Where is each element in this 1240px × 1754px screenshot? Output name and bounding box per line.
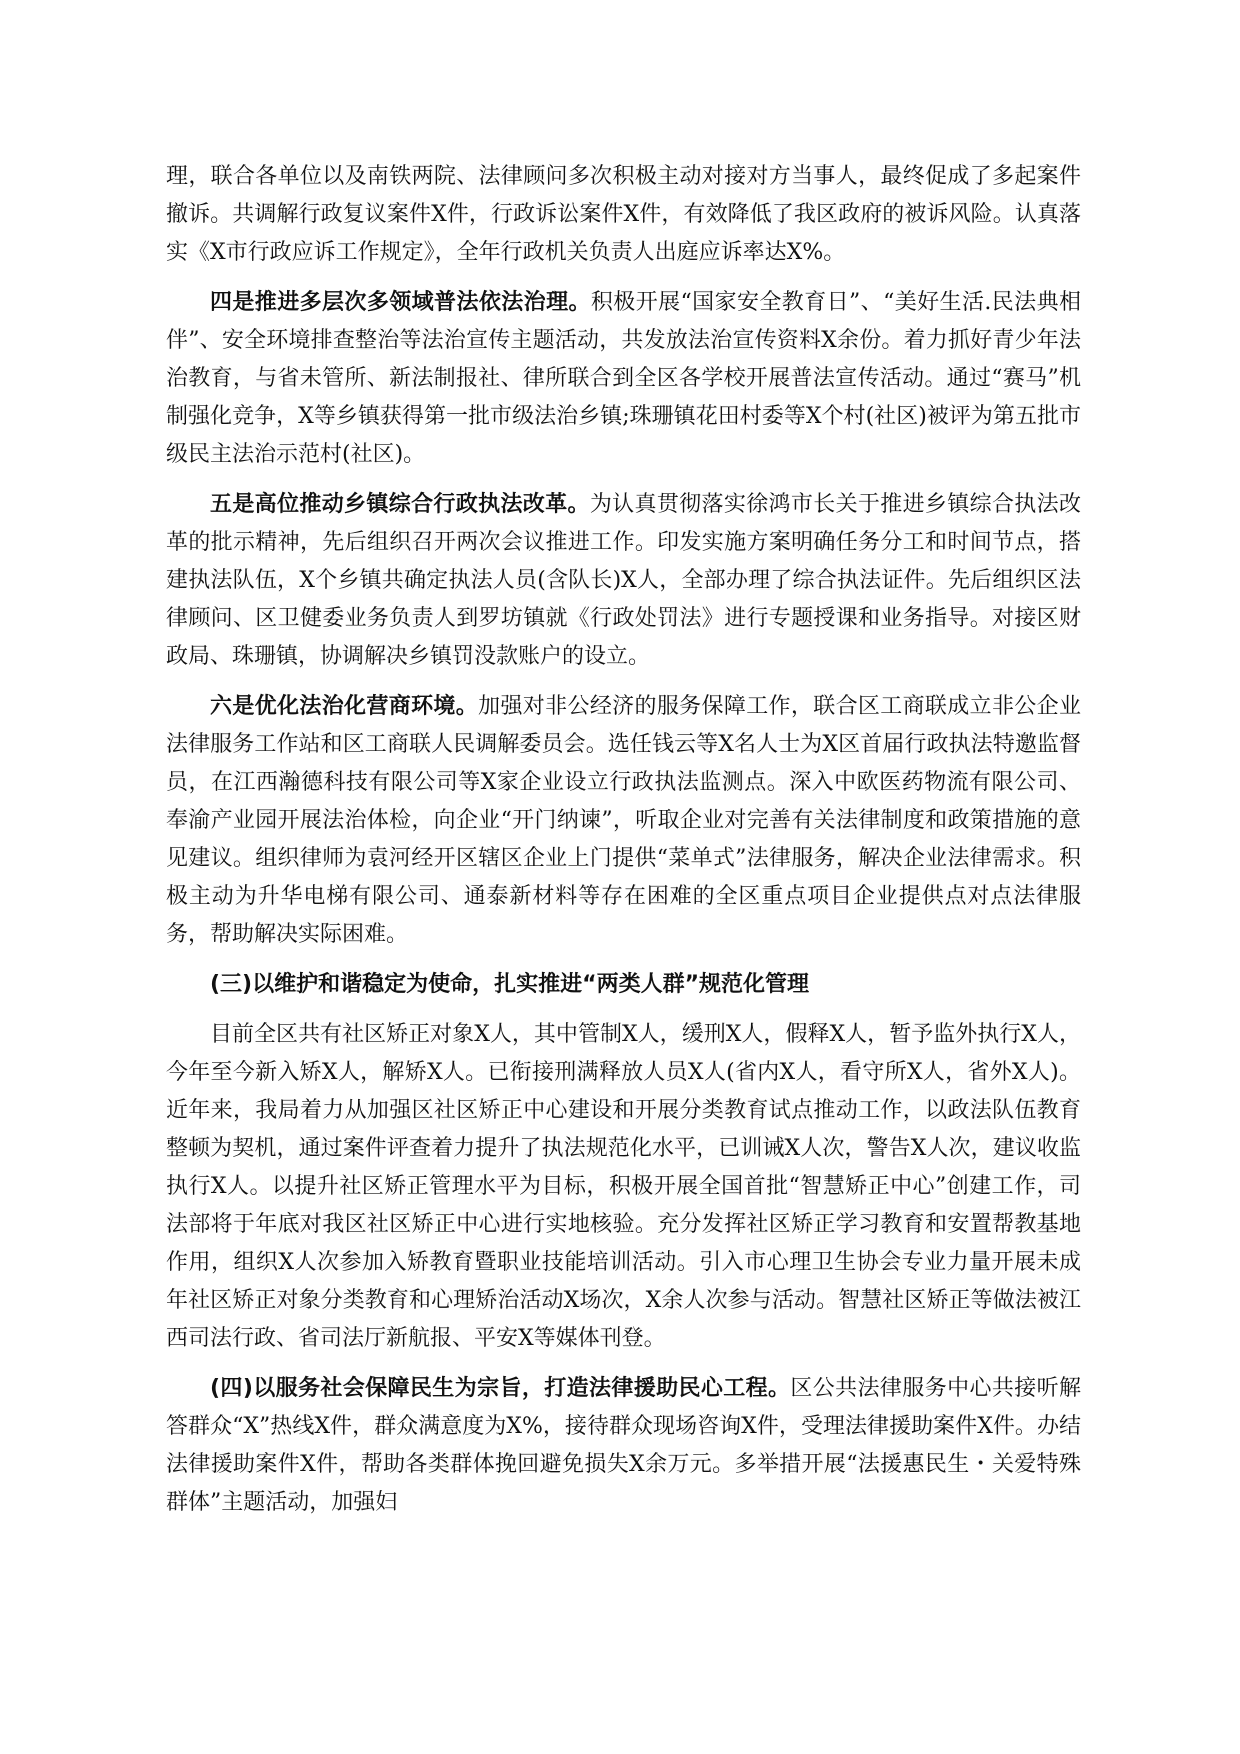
- paragraph-text: 加强对非公经济的服务保障工作，联合区工商联成立非公企业法律服务工作站和区工商联人民调解委员会。选任钱云等X名人士为X区首届行政执法特邀监督员，在江西瀚德科技有限公司等X家企业设立行政执法监测点。深入中欧医药物流有限公司、奉渝产业园开展法治体检，向企业“开门纳谏”，听取企业对完善有关法律制度和政策措施的意见建议。组织律师为袁河经开区辖区企业上门提供“菜单式”法律服务，解决企业法律需求。积极主动为升华电梯有限公司、通泰新材料等存在困难的全区重点项目企业提供点对点法律服务，帮助解决实际困难。: [166, 694, 1081, 947]
- paragraph-lead: 四是推进多层次多领域普法依法治理。: [210, 290, 591, 315]
- section-heading-3: (三)以维护和谐稳定为使命，扎实推进“两类人群”规范化管理: [210, 972, 810, 997]
- paragraph-text: 理，联合各单位以及南铁两院、法律顾问多次积极主动对接对方当事人，最终促成了多起案件撤诉。共调解行政复议案件X件，行政诉讼案件X件，有效降低了我区政府的被诉风险。认真落实《X市行政应诉工作规定》，全年行政机关负责人出庭应诉率达X%。: [166, 164, 1081, 265]
- paragraph-item-5: [166, 486, 1081, 676]
- paragraph-item-4: [166, 284, 1081, 474]
- paragraph-community-correction: [166, 1016, 1081, 1358]
- paragraph-item-6: [166, 688, 1081, 954]
- paragraph-text: 为认真贯彻落实徐鸿市长关于推进乡镇综合执法改革的批示精神，先后组织召开两次会议推进工作。印发实施方案明确任务分工和时间节点，搭建执法队伍，X个乡镇共确定执法人员(含队长)X人，全部办理了综合执法证件。先后组织区法律顾问、区卫健委业务负责人到罗坊镇就《行政处罚法》进行专题授课和业务指导。对接区财政局、珠珊镇，协调解决乡镇罚没款账户的设立。: [166, 492, 1081, 669]
- paragraph-text: 目前全区共有社区矫正对象X人，其中管制X人，缓刑X人，假释X人，暂予监外执行X人，今年至今新入矫X人，解矫X人。已衔接刑满释放人员X人(省内X人，看守所X人，省外X人)。近年来，我局着力从加强区社区矫正中心建设和开展分类教育试点推动工作，以政法队伍教育整顿为契机，通过案件评查着力提升了执法规范化水平，已训诫X人次，警告X人次，建议收监执行X人。以提升社区矫正管理水平为目标，积极开展全国首批“智慧矫正中心”创建工作，司法部将于年底对我区社区矫正中心进行实地核验。充分发挥社区矫正学习教育和安置帮教基地作用，组织X人次参加入矫教育暨职业技能培训活动。引入市心理卫生协会专业力量开展未成年社区矫正对象分类教育和心理矫治活动X场次，X余人次参与活动。智慧社区矫正等做法被江西司法行政、省司法厅新航报、平安X等媒体刊登。: [166, 1022, 1081, 1351]
- paragraph-lead: 六是优化法治化营商环境。: [210, 694, 479, 719]
- paragraph-lead: (四)以服务社会保障民生为宗旨，打造法律援助民心工程。: [210, 1376, 791, 1401]
- paragraph-continuation: [166, 158, 1081, 272]
- paragraph-text: 积极开展“国家安全教育日”、“美好生活.民法典相伴”、安全环境排查整治等法治宣传主题活动，共发放法治宣传资料X余份。着力抓好青少年法治教育，与省未管所、新法制报社、律所联合到全区各学校开展普法宣传活动。通过“赛马”机制强化竞争，X等乡镇获得第一批市级法治乡镇;珠珊镇花田村委等X个村(社区)被评为第五批市级民主法治示范村(社区)。: [166, 290, 1081, 467]
- paragraph-text: 区公共法律服务中心共接听解答群众“X”热线X件，群众满意度为X%，接待群众现场咨询X件，受理法律援助案件X件。办结法律援助案件X件，帮助各类群体挽回避免损失X余万元。多举措开展“法援惠民生・关爱特殊群体”主题活动，加强妇: [166, 1376, 1081, 1515]
- paragraph-lead: 五是高位推动乡镇综合行政执法改革。: [210, 492, 590, 517]
- paragraph-legal-aid: [166, 1370, 1081, 1522]
- document-page: [166, 158, 1081, 1534]
